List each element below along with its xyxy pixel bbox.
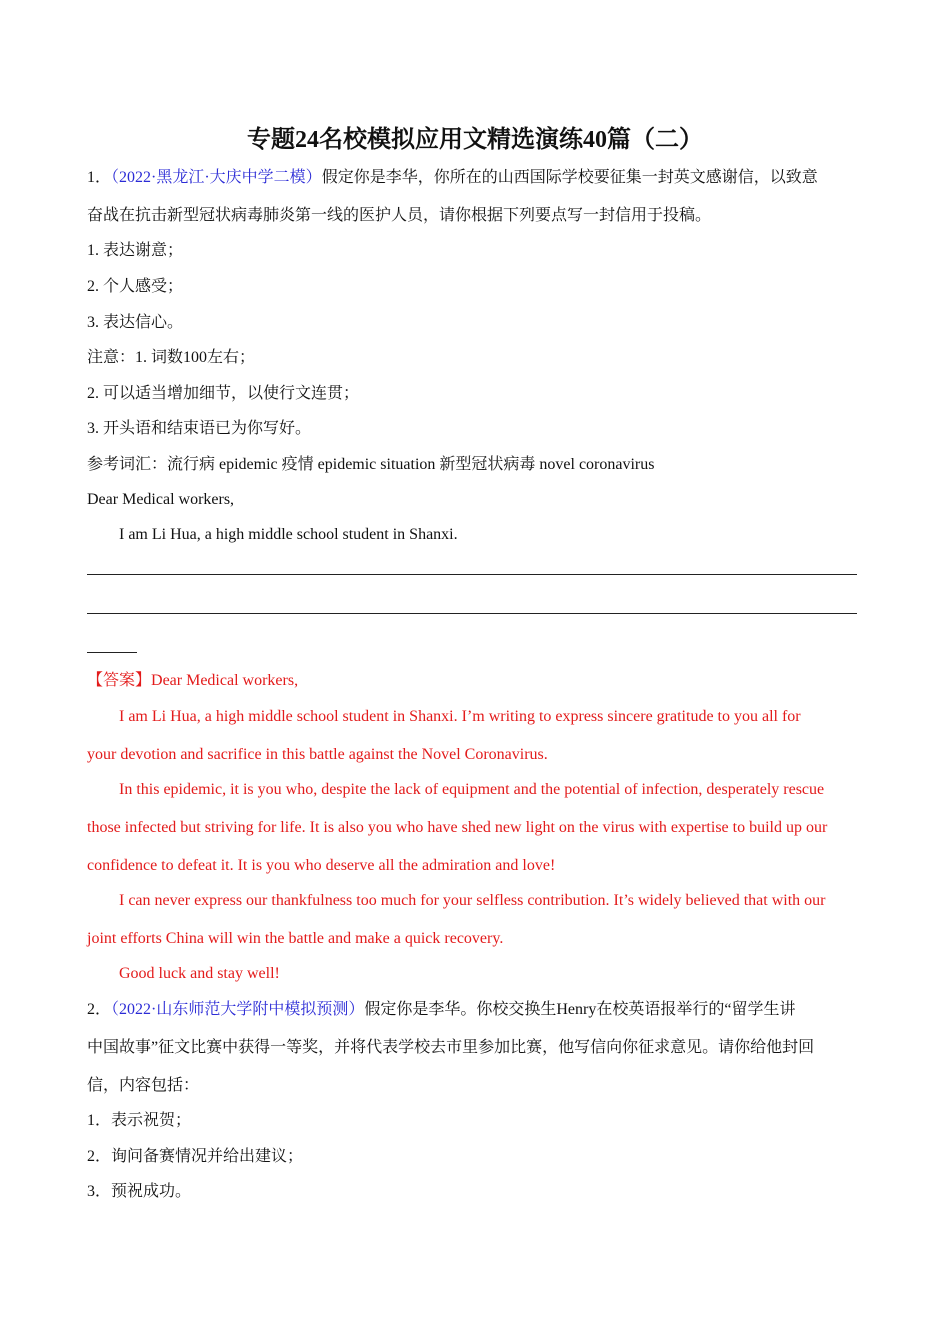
answer-closing: Good luck and stay well!: [119, 965, 280, 982]
answer-p3-line-2: joint efforts China will win the battle and make a quick recovery.: [87, 930, 504, 947]
answer-heading: [87, 670, 862, 692]
q1-point-3: 3. 表达信心。: [87, 314, 184, 331]
q2-source: （2022·山东师范大学附中模拟预测）: [111, 1001, 365, 1018]
answer-label: 【答案】: [87, 672, 152, 689]
answer-p2-line-3: confidence to defeat it. It is you who deserve all the admiration and love!: [87, 857, 556, 874]
q1-note-1: 注意：1. 词数100左右；: [87, 349, 256, 366]
q1-prompt-line-2: 奋战在抗击新型冠状病毒肺炎第一线的医护人员，请你根据下列要点写一封信用于投稿。: [87, 207, 712, 224]
q1-prompt-line-1: [87, 167, 862, 189]
q1-note-3: 3. 开头语和结束语已为你写好。: [87, 420, 312, 437]
answer-p3-line-1: I can never express our thankfulness too much for your selfless contribution. It’s widely believed that with our: [119, 892, 826, 909]
q1-point-2: 2. 个人感受；: [87, 278, 184, 295]
q1-point-1: 1. 表达谢意；: [87, 242, 184, 259]
q2-point-1: 1．表示祝贺；: [87, 1112, 192, 1129]
answer-p2-line-1: In this epidemic, it is you who, despite the lack of equipment and the potential of infection, desperately rescue: [119, 781, 825, 798]
answer-p2-line-2: those infected but striving for life. It is also you who have shed new light on the virus with expertise to build up our: [87, 819, 828, 836]
q1-number: 1．: [87, 169, 112, 186]
answer-p1-line-1: I am Li Hua, a high middle school student in Shanxi. I’m writing to express sincere gratitude to you all for: [119, 708, 801, 725]
q2-point-3: 3．预祝成功。: [87, 1183, 192, 1200]
q1-opening: I am Li Hua, a high middle school student in Shanxi.: [119, 526, 458, 543]
answer-p1-line-2: your devotion and sacrifice in this battle against the Novel Coronavirus.: [87, 746, 548, 763]
q2-prompt-line-2: 中国故事”征文比赛中获得一等奖，并将代表学校去市里参加比赛，他写信向你征求意见。请你给他封回: [87, 1039, 815, 1056]
q1-salutation: Dear Medical workers,: [87, 491, 235, 508]
q2-prompt-line-1: [87, 999, 862, 1021]
q1-source: （2022·黑龙江·大庆中学二模）: [111, 169, 322, 186]
q2-prompt-a: 假定你是李华。你校交换生Henry在校英语报举行的“留学生讲: [364, 1001, 796, 1018]
q1-vocab: 参考词汇：流行病 epidemic 疫情 epidemic situation 新型冠状病毒 novel coronavirus: [87, 456, 655, 473]
answer-salutation: Dear Medical workers,: [151, 672, 299, 689]
q1-prompt-a: 假定你是李华，你所在的山西国际学校要征集一封英文感谢信，以致意: [321, 169, 818, 186]
q2-point-2: 2．询问备赛情况并给出建议；: [87, 1148, 304, 1165]
answer-blank-line: [87, 574, 857, 575]
page-title: 专题24名校模拟应用文精选演练40篇（二）: [247, 127, 703, 153]
q2-prompt-line-3: 信，内容包括：: [87, 1077, 200, 1094]
answer-blank-line: [87, 613, 857, 614]
q1-note-2: 2. 可以适当增加细节，以使行文连贯；: [87, 385, 360, 402]
answer-blank-line: [87, 652, 137, 653]
q2-number: 2．: [87, 1001, 112, 1018]
